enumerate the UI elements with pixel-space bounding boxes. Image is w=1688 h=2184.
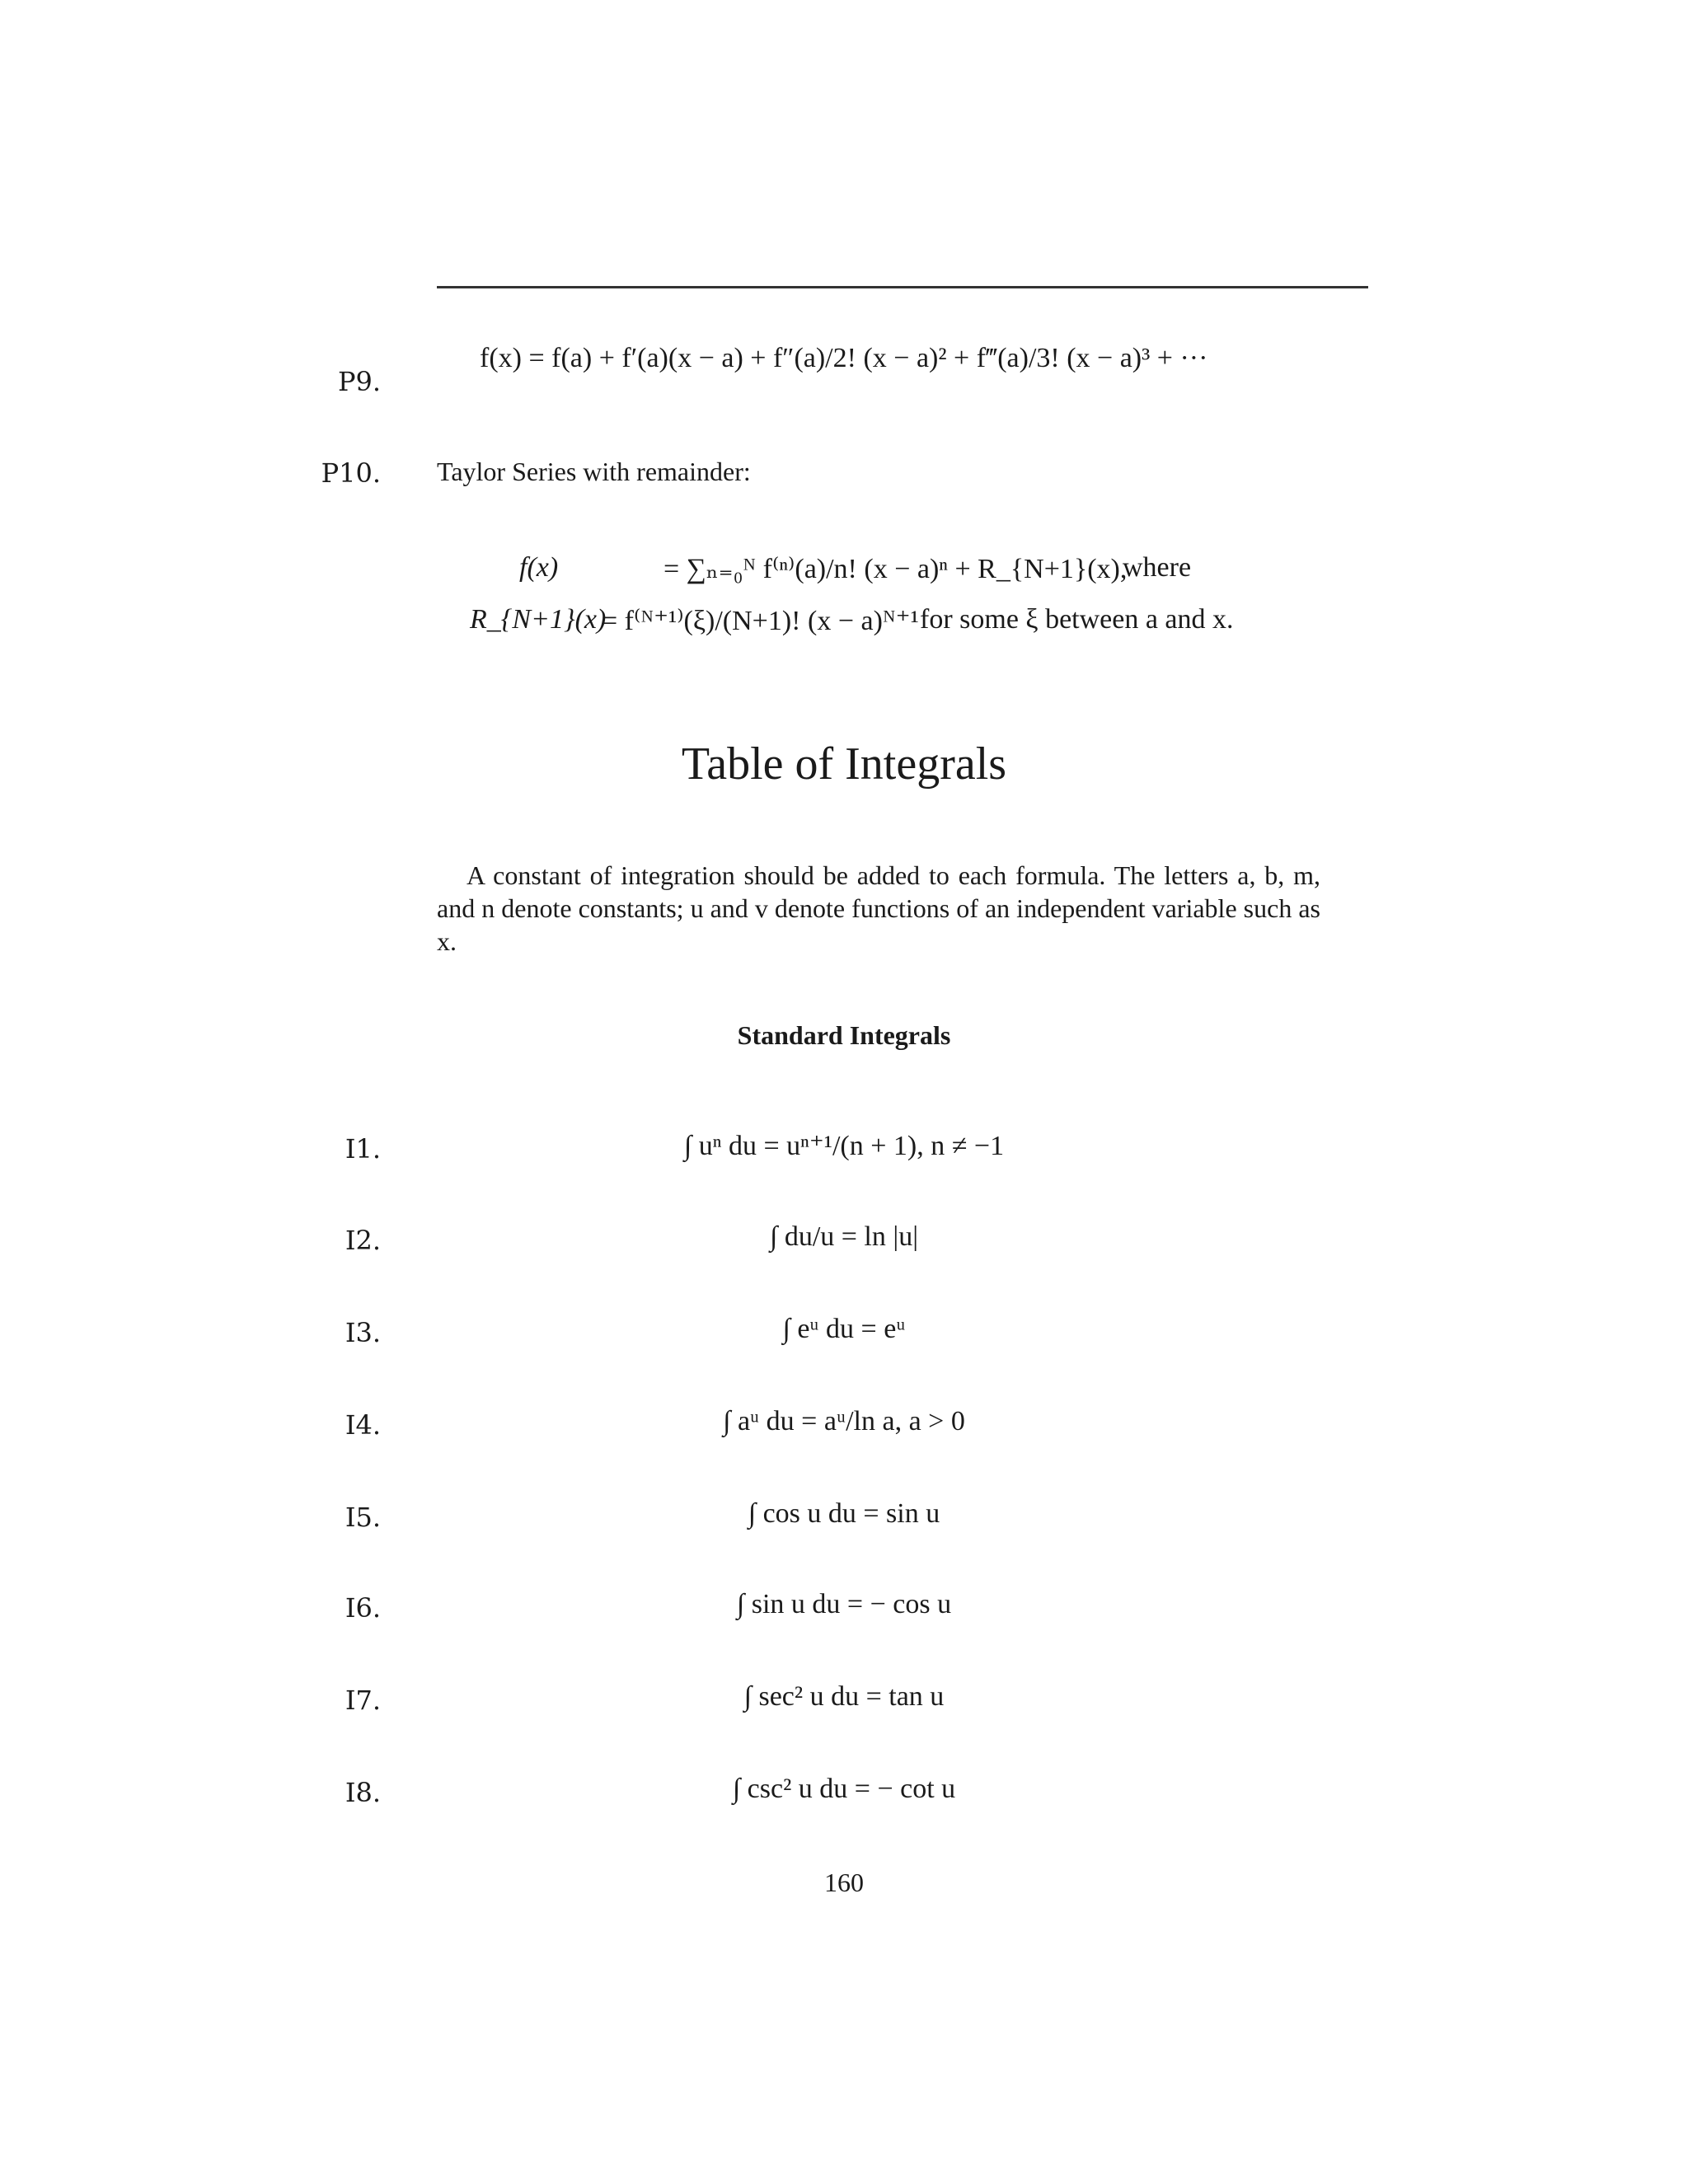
- integral-label: I4.: [345, 1409, 381, 1441]
- integral-label: I8.: [345, 1777, 381, 1808]
- p10-line2-note: for some ξ between a and x.: [920, 604, 1234, 635]
- p10-label: P10.: [321, 457, 381, 489]
- intro-paragraph: A constant of integration should be added to each formula. The letters a, b, m, and n denote constants; u and v denote functions of an independent variable such as x.: [437, 860, 1320, 956]
- section-subtitle: Standard Integrals: [737, 1020, 951, 1050]
- integral-formula: ∫ csc² u du = − cot u: [732, 1774, 956, 1804]
- integral-formula: ∫ sec² u du = tan u: [743, 1681, 945, 1712]
- integral-formula: ∫ cos u du = sin u: [748, 1498, 940, 1529]
- integral-formula: ∫ uⁿ du = uⁿ⁺¹/(n + 1), n ≠ −1: [683, 1131, 1005, 1161]
- p9-formula: f(x) = f(a) + f′(a)(x − a) + f″(a)/2! (x − a)² + f‴(a)/3! (x − a)³ + ···: [480, 343, 1208, 373]
- integral-label: I6.: [345, 1592, 381, 1624]
- integral-label: I1.: [345, 1133, 381, 1165]
- integral-formula: ∫ eᵘ du = eᵘ: [782, 1314, 906, 1344]
- integral-label: I3.: [345, 1317, 381, 1348]
- p10-intro: Taylor Series with remainder:: [437, 457, 751, 486]
- page-title: Table of Integrals: [681, 738, 1007, 790]
- p9-label: P9.: [337, 366, 381, 397]
- integral-formula: ∫ sin u du = − cos u: [736, 1589, 952, 1619]
- integral-label: I5.: [345, 1502, 381, 1533]
- page-number: 160: [824, 1868, 864, 1897]
- top-rule: [437, 286, 1368, 288]
- p10-line1-note: where: [1123, 552, 1192, 583]
- integral-label: I7.: [345, 1685, 381, 1716]
- integral-formula: ∫ du/u = ln |u|: [770, 1221, 918, 1252]
- integral-formula: ∫ aᵘ du = aᵘ/ln a, a > 0: [723, 1406, 965, 1436]
- p10-line2-rhs: = f⁽ᴺ⁺¹⁾(ξ)/(N+1)! (x − a)ᴺ⁺¹: [602, 606, 919, 636]
- p10-line1-lhs: f(x): [519, 552, 559, 583]
- integral-label: I2.: [345, 1225, 381, 1256]
- p10-line2-lhs: R_{N+1}(x): [470, 604, 607, 635]
- p10-line1-rhs: = ∑ₙ₌₀ᴺ f⁽ⁿ⁾(a)/n! (x − a)ⁿ + R_{N+1}(x),: [663, 554, 1128, 584]
